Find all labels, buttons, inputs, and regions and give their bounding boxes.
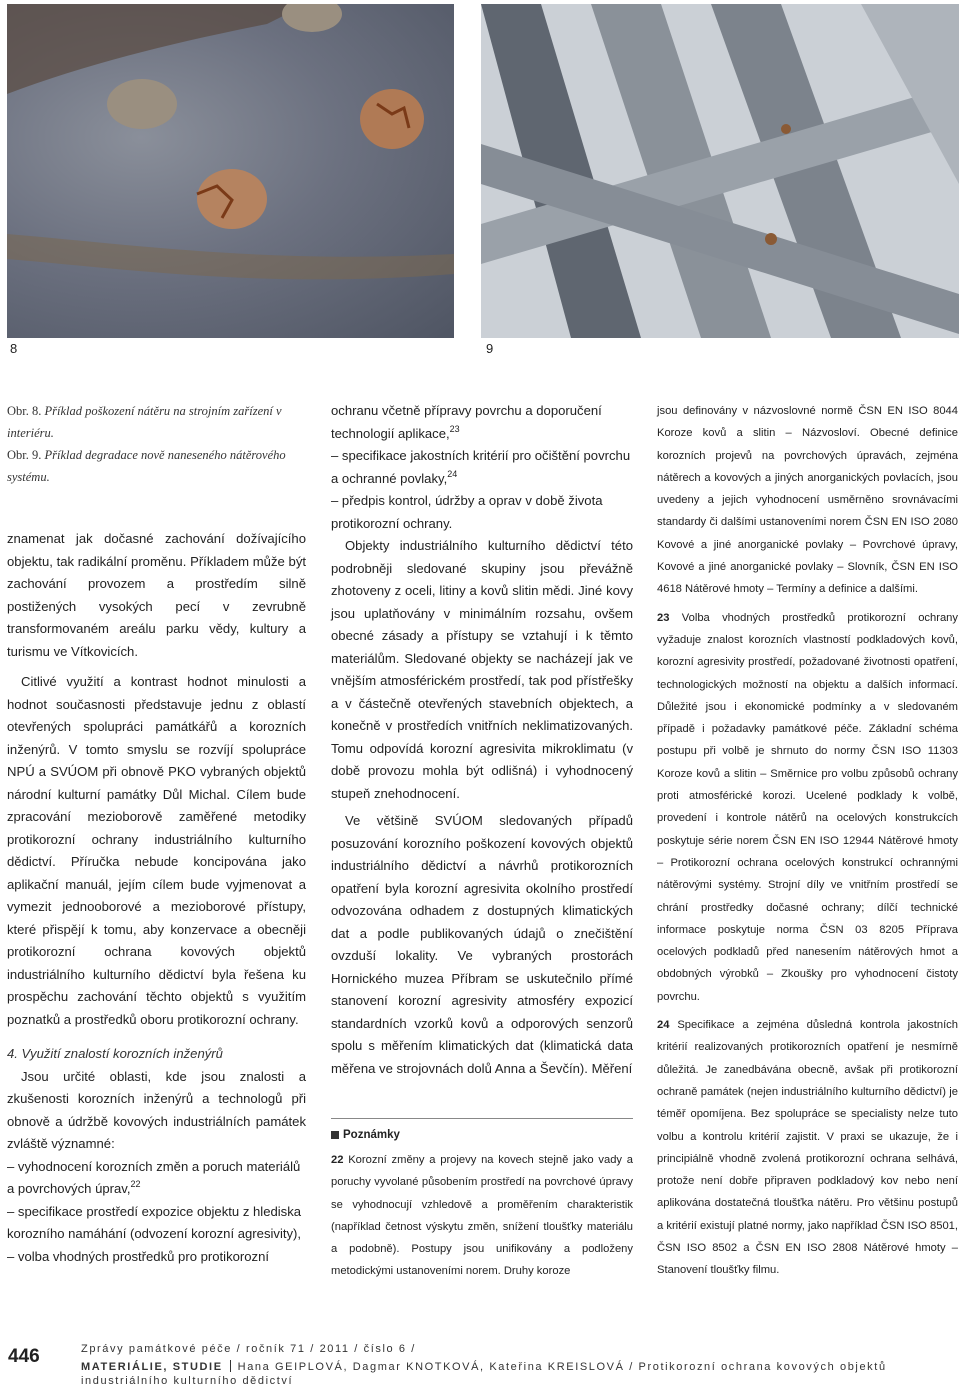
list-item: – specifikace prostředí expozice objektu z hlediska korozního namáhání (odvození korozní agresivity), <box>7 1203 302 1241</box>
paragraph: Ve většině SVÚOM sledovaných případů posuzování korozního poškození kovových objektů industriálního dědictví a návrhů protikorozních opatření byla korozní agresivita okolního prostředí odvozována odhadem z dostupných klimatických dat a podle publikovaných údajů o znečištění ovzduší lokality. Ve vybraných prostorách Hornického muzea Příbram se uskutečnilo přímé stanovení korozní agresivity atmosféry expozicí standardních vzorků kovů a odporových senzorů spolu s měřením klimatických dat (klimatická data měřena ve strojovnách dolů Anna a Ševčín). Měření <box>331 813 633 1076</box>
footnote-24: 24 Specifikace a zejména důsledná kontrola jakostních kritérií realizovaných protikorozních opatření je nesmírně důležitá. Je zanedbávána obecně, avšak při protikorozní ochraně památek (nejen industriálního kulturního dědictví) je téměř opomíjena. Bez spolupráce se specialisty nelze tuto volbu a kontrolu kritérií zajistit. V praxi se ukazuje, že i principiálně vhodně zvolená protikorozní ochrana selhává, protože není dobře připraven podkladový kov nebo není aplikována dostatečná tloušťka nátěru. Pro většinu postupů a kritérií existují platné normy, jako například ČSN ISO 8501, ČSN ISO 8502 a ČSN EN ISO 2808 Nátěrové hmoty – Stanovení tloušťky filmu. <box>657 1019 958 1277</box>
column-2 <box>331 400 633 1283</box>
figure-number-8: 8 <box>10 341 18 356</box>
list-item: ochranu včetně přípravy povrchu a doporučení technologií aplikace,$^{23}$ <box>331 403 602 441</box>
square-bullet-icon <box>331 1131 339 1139</box>
list-item: – specifikace jakostních kritérií pro očištění povrchu a ochranné povlaky,$^{24}$ <box>331 448 631 486</box>
column-1 <box>7 400 306 1268</box>
section-heading: 4. Využití znalostí korozních inženýrů <box>7 1046 223 1061</box>
notes-divider <box>331 1118 633 1119</box>
caption-obr-9: Obr. 9. Příklad degradace nově naneseného nátěrového systému. <box>7 448 286 484</box>
caption-obr-8: Obr. 8. Příklad poškození nátěru na strojním zařízení v interiéru. <box>7 404 282 440</box>
paragraph: Objekty industriálního kulturního dědictví této podrobněji sledované skupiny jsou převážně zhotoveny z oceli, litiny a kovů slitin mědi. Jiné kovy jsou uplatňovány v minimálním rozsahu, ovšem obecné zásady a přístupy se vztahují i k těmto materiálům. Sledované objekty se nacházejí jak ve vnějším atmosférickém prostředí, tak pod přístřešky a v částečně otevřených stavebních objektech, a konečně v prostředích vnitřních neklimatizovaných. Tomu odpovídá korozní agresivita mikroklimatu (v době provozu mohla být odlišná) i vyhodnocený stupeň znehodnocení. <box>331 538 633 801</box>
list-item: – volba vhodných prostředků pro protikorozní <box>7 1248 270 1264</box>
page-number: 446 <box>8 1346 40 1367</box>
footnote-22-continued: jsou definovány v názvoslovné normě ČSN EN ISO 8044 Koroze kovů a slitin – Názvosloví. Obecné definice korozních projevů na povrchových úpravách, zejména nátěrech a kovových a jiných anorganických povlacích, jsou uvedeny a jejich vyhodnocení usměrněno srovnávacími standardy či dalšími ustanoveními norem ČSN EN ISO 2080 Kovové a jiné anorganické povlaky – Povrchové úpravy, Kovové a jiné anorganické povlaky – Slovník, ČSN EN ISO 4618 Nátěrové hmoty – Termíny a definice a dalšími. <box>657 405 958 596</box>
footnote-23: 23 Volba vhodných prostředků protikorozní ochrany vyžaduje znalost korozních vlastností podkladových kovů, korozní agresivity prostředí, požadované životnosti opatření, technologických možností na objektu a dalších informací. Důležité jsou i ekonomické podmínky a v sledovaném případě i požadavky památkové péče. Základní schéma postupu při volbě je shrnuto do normy ČSN ISO 11303 Koroze kovů a slitin – Směrnice pro volbu způsobů ochrany proti atmosférické korozi. Ucelené podklady k volbě, provedení i kontrole nátěrů na ocelových konstrukcích poskytuje série norem ČSN EN ISO 12944 Nátěrové hmoty – Protikorozní ochrana ocelových konstrukcí ochrannými nátěrovými systémy. Strojní díly ve vnitřním prostředí se chrání prostředky dočasné ochrany; dílčí technické informace poskytuje norma ČSN 03 8205 Příprava ocelových podkladů před nanesením nátěrových hmot a obdobných výrobků – Zkoušky pro vyhodnocení čistoty povrchu. <box>657 611 958 1003</box>
photo-9-illustration <box>481 4 959 338</box>
paragraph: znamenat jak dočasné zachování dožívajícího objektu, tak radikální proměnu. Příkladem může být zachování provozem a prostředím silně postižených vysokých pecí v zevrubně transformovaném areálu parku vědy, kultury a turismu ve Vítkovicích. <box>7 531 306 659</box>
photo-8-illustration <box>7 4 454 338</box>
footnote-22: 22 Korozní změny a projevy na kovech stejně jako vady a poruchy vyvolané působením prostředí na povrchové úpravy se vyhodnocují vzhledově a proměřením charakteristik (například četnost výskytu změn, snížení tloušťky materiálu a podobně). Postupy jsou unifikovány a podloženy metodickými ustanoveními norem. Druhy koroze <box>331 1154 633 1278</box>
column-3 <box>657 400 958 1282</box>
paragraph: Citlivé využití a kontrast hodnot minulosti a hodnot současnosti představuje jednu z oblastí otevřených spolupráci památkářů a korozních inženýrů. V tomto smyslu se rozvíjí spolupráce NPÚ a SVÚOM při obnově PKO vybraných objektů národní kulturní památky Důl Michal. Cílem bude zpracování mezioborově zaměřené metodiky protikorozní ochrany industriálního kulturního dědictví. Příručka nebude koncipována jako aplikační manuál, jejím cílem bude vyjmenovat a vymezit jednooborové a mezioborové přístupy, které přispějí k tomu, aby konzervace a obecněji protikorozní ochrana kovových objektů industriálního kulturního dědictví byla řešena ku prospěchu zachování těchto objektů s využitím poznatků a prostředků oboru protikorozní ochrany. <box>7 674 306 1027</box>
article-title-cont: industriálního kulturního dědictví <box>81 1375 294 1387</box>
page-footer <box>0 1330 960 1389</box>
paragraph: Jsou určité oblasti, kde jsou znalosti a zkušenosti korozních inženýrů a technologů při obnově a údržbě kovových industriálních památek zvláště významné: <box>7 1068 306 1151</box>
photo-corroded-machine <box>7 4 454 338</box>
authors-title: Hana GEIPLOVÁ, Dagmar KNOTKOVÁ, Kateřina KREISLOVÁ / Protikorozní ochrana kovových objektů <box>237 1361 887 1373</box>
list-item: – předpis kontrol, údržby a oprav v době života protikorozní ochrany. <box>331 493 603 531</box>
photo-steel-truss <box>481 4 959 338</box>
section-label: MATERIÁLIE, STUDIE <box>81 1361 223 1373</box>
list-item: – vyhodnocení korozních změn a poruch materiálů a povrchových úprav,$^{22}$ <box>7 1158 301 1196</box>
figure-number-9: 9 <box>486 341 494 356</box>
journal-info: Zprávy památkové péče / ročník 71 / 2011 / číslo 6 / <box>81 1343 416 1355</box>
notes-heading: Poznámky <box>331 1129 633 1141</box>
divider <box>230 1360 231 1372</box>
article-info <box>81 1360 887 1373</box>
